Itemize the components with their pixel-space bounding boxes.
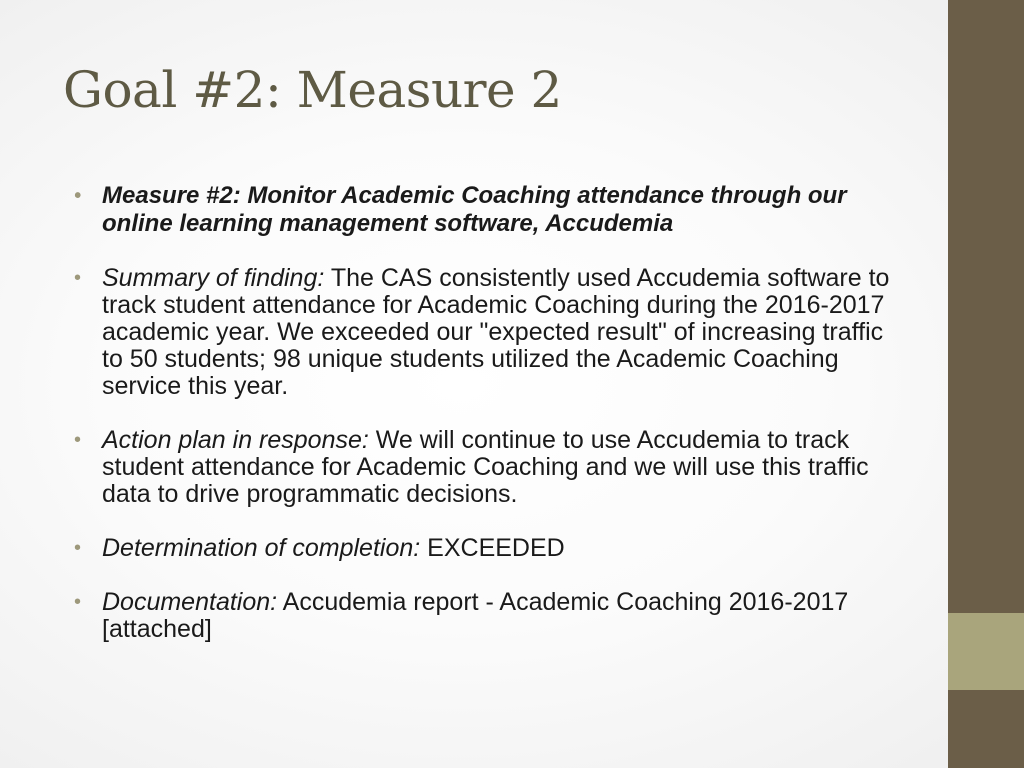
bullet-list <box>74 182 904 670</box>
bullet-text: EXCEEDED <box>420 534 565 562</box>
bullet-label: Documentation: <box>102 588 278 616</box>
bullet-text: We will continue to use Accudemia to track student attendance for Academic Coaching and we will use this traffic data to drive programmatic decisions. <box>102 426 869 508</box>
bullet-text: The CAS consistently used Accudemia software to track student attendance for Academic Coaching during the 2016-2017 academic year. We exceeded our "expected result" of increasing traffic to 50 students; 98 unique students utilized the Academic Coaching service this year. <box>102 264 890 400</box>
bullet-documentation <box>74 589 904 643</box>
bullet-dot-icon: • <box>74 537 82 559</box>
bullet-label: Determination of completion: <box>102 534 421 562</box>
bullet-summary <box>74 265 904 400</box>
bullet-action-plan <box>74 427 904 508</box>
bullet-dot-icon: • <box>74 429 82 451</box>
side-decoration-accent <box>948 613 1024 690</box>
bullet-label: Action plan in response: <box>102 426 369 454</box>
bullet-dot-icon: • <box>74 185 82 207</box>
slide-title: Goal #2: Measure 2 <box>63 61 562 119</box>
bullet-text: Accudemia report - Academic Coaching 2016-2017 [attached] <box>102 588 849 643</box>
bullet-determination <box>74 535 904 562</box>
bullet-dot-icon: • <box>74 267 82 289</box>
bullet-measure <box>74 182 904 238</box>
bullet-text: Measure #2: Monitor Academic Coaching attendance through our online learning management software, Accudemia <box>102 182 847 237</box>
bullet-label: Summary of finding: <box>102 264 325 292</box>
bullet-dot-icon: • <box>74 591 82 613</box>
